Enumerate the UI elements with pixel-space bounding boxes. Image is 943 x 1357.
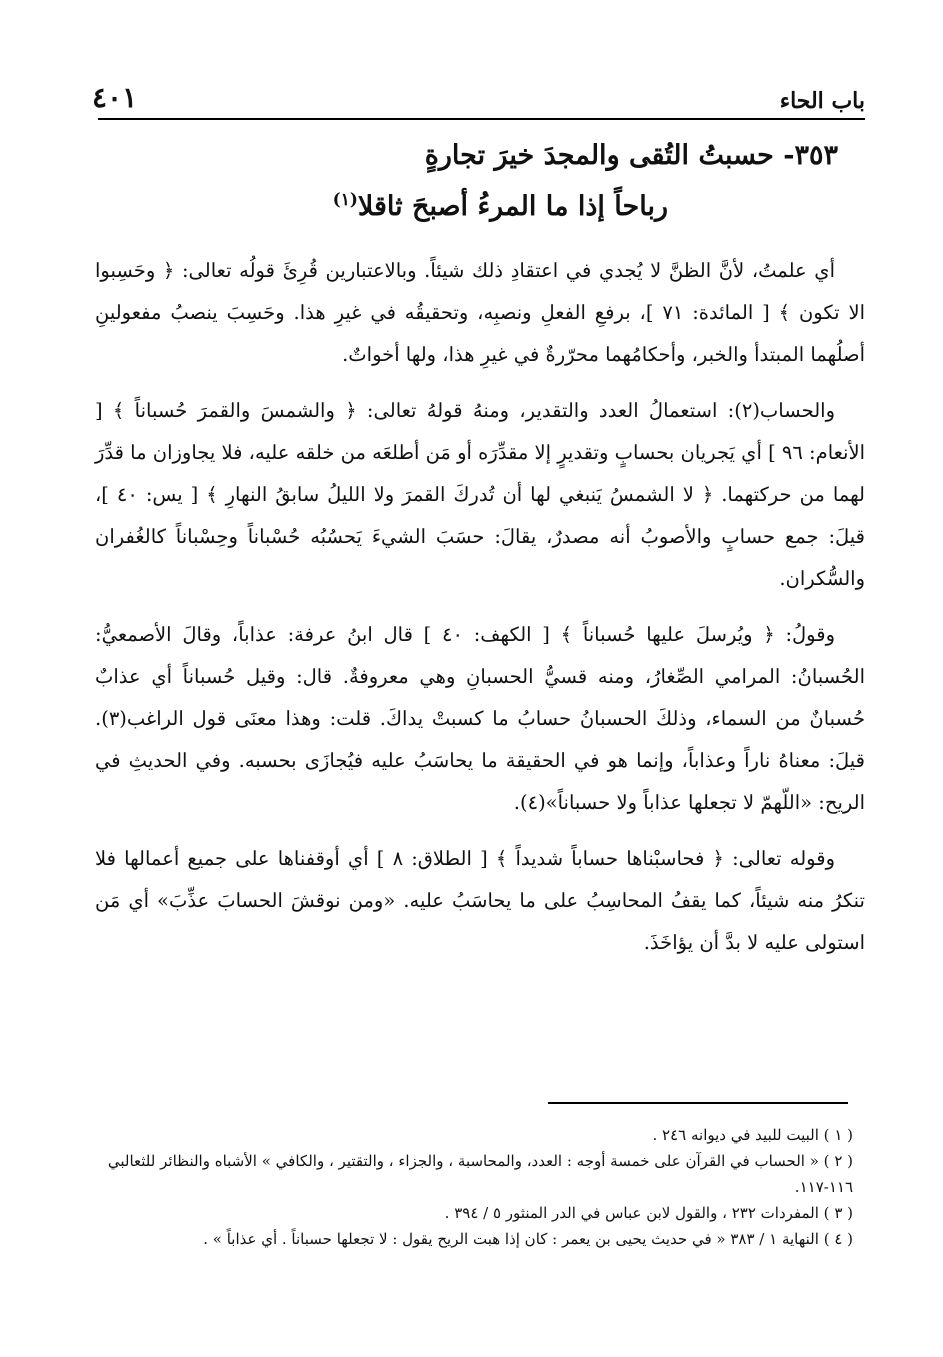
verse-line-2-text: رباحاً إذا ما المرءُ أصبحَ ثاقلا [357,191,668,222]
footnote-2: ( ٢ ) « الحساب في القرآن على خمسة أوجه : العدد، والمحاسبة ، والجزاء ، والتقتير ، والكافي » الأشباه والنظائر للثعالبي ١١٦-١١٧. [107,1152,853,1196]
paragraph-3: وقولُ: ﴿ ويُرسلَ عليها حُسباناً ﴾ [ الكهف: ٤٠ ] قال ابنُ عرفة: عذاباً، وقالَ الأصمعيُّ: الحُسبانُ: المرامي الصِّغارُ، ومنه قسيُّ الحسبانِ وهي معروفةٌ. قال: وقيل حُسباناً أي عذابٌ حُسبانٌ من السماء، وذلكَ الحسبانُ حسابُ ما كسبتْ يداكَ. قلت: وهذا معنَى قول الراغب(٣). قيلَ: معناهُ ناراً وعذاباً، وإنما هو في الحقيقة ما يحاسَبُ عليه فيُجازَى بحسبه. وفي الحديثِ في الريح: «اللّهمّ لا تجعلها عذاباً ولا حسباناً»(٤). [95,623,865,814]
page-header [92,74,865,114]
verse-line-1: ٣٥٣- حسبتُ التُقى والمجدَ خيرَ تجارةٍ [424,140,838,171]
page-number: ٤٠١ [92,81,138,114]
footnote-rule [548,1102,848,1104]
section-title: باب الحاء [779,88,865,114]
verse-footnote-marker: (١) [332,190,358,210]
paragraph-2: والحساب(٢): استعمالُ العدد والتقدير، ومنهُ قولهُ تعالى: ﴿ والشمسَ والقمرَ حُسباناً ﴾ [ الأنعام: ٩٦ ] أي يَجريان بحسابٍ وتقديرٍ إلا مقدِّرَه أو مَن أطلعَه من خلقه عليه، فلا يجاوزان ما قدِّرَ لهما من حركتهما. ﴿ لا الشمسُ يَنبغي لها أن تُدركَ القمرَ ولا الليلُ سابقُ النهارِ ﴾ [ يس: ٤٠ ]، قيلَ: جمع حسابٍ والأصوبُ أنه مصدرٌ، يقالَ: حسَبَ الشيءَ يَحسُبُه حُسْباناً وحِسْباناً كالغُفران والسُّكران. [95,399,866,590]
header-rule [98,118,865,120]
footnote-4: ( ٤ ) النهاية ١ / ٣٨٣ « في حديث يحيى بن يعمر : كان إذا هبت الريح يقول : لا تجعلها حسباناً . أي عذاباً » . [203,1230,853,1248]
footnotes [85,1122,853,1252]
paragraph-1: أي علمتُ، لأنَّ الظنَّ لا يُجدي في اعتقادِ ذلك شيئاً. وبالاعتبارين قُرِئَ قولُه تعالى: ﴿ وحَسِبوا الا تكون ﴾ [ المائدة: ٧١ ]، برفعِ الفعلِ ونصبِه، وتحقيقُه في غيرِ هذا. وحَسِبَ ينصبُ مفعولينِ أصلُهما المبتدأ والخبر، وأحكامُهما محرّرةٌ في غيرِ هذا، ولها أخواتٌ. [95,259,865,366]
footnote-1: ( ١ ) البيت للبيد في ديوانه ٢٤٦ . [652,1126,853,1144]
body-text [95,250,865,978]
verse-line-2 [333,190,668,222]
footnote-3: ( ٣ ) المفردات ٢٣٢ ، والقول لابن عباس في الدر المنثور ٥ / ٣٩٤ . [444,1204,853,1222]
paragraph-4: وقوله تعالى: ﴿ فحاسبْناها حساباً شديداً ﴾ [ الطلاق: ٨ ] أي أوقفناها على جميع أعمالها فلا تنكرُ منه شيئاً، كما يقفُ المحاسِبُ على ما يحاسَبُ عليه. «ومن نوقشَ الحسابَ عذِّبَ» أي مَن استولى عليه لا بدَّ أن يؤاخَذَ. [95,847,865,954]
